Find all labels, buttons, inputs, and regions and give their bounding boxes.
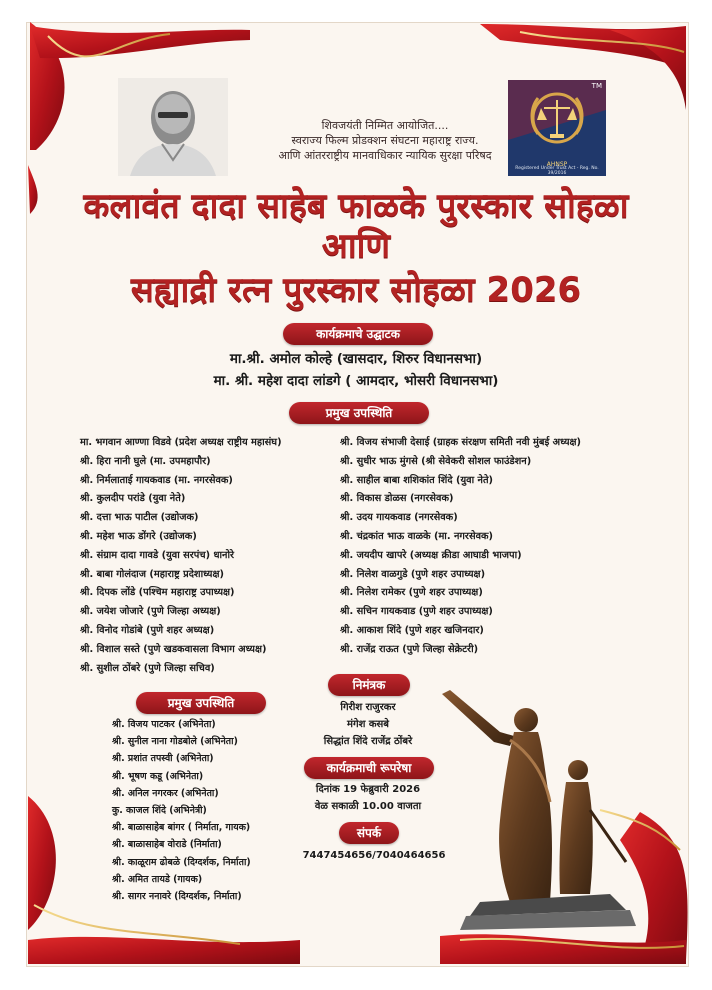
list-item: श्री. अमित तायडे (गायक) [112,873,203,885]
organizer-text [240,118,530,163]
list-item: श्री. बाळासाहेब वोराडे (निर्माता) [112,839,222,851]
event-time: वेळ सकाळी 10.00 वाजता [314,801,422,812]
list-item: श्री. काळूराम ढोबळे (दिग्दर्शक, निर्माता) [112,856,251,868]
list-item: श्री. विजय पाटकर (अभिनेता) [112,719,216,730]
inaugurator-1: मा.श्री. अमोल कोल्हे (खासदार, शिरुर विधानसभा) [229,351,483,367]
logo-registration: Registered Under Trust Act - Reg. No. 39/2016 [515,166,599,176]
main-title-line-3: सह्याद्री रत्न पुरस्कार सोहळा 2026 [130,270,582,310]
list-item: मा. भगवान आण्णा विडवे (प्रदेश अध्यक्ष राष्ट्रीय महासंघ) [80,437,282,448]
list-item: श्री. निर्मलाताई गायकवाड (मा. नगरसेवक) [80,474,233,486]
inviter-2: मंगेश कसबे [346,719,390,730]
inviter-3: सिद्धांत शिंदे राजेंद्र ठोंबरे [323,736,413,747]
chief-presence-heading: प्रमुख उपस्थिति [289,402,429,424]
list-item: श्री. जयदीप खापरे (अध्यक्ष क्रीडा आघाडी भाजपा) [340,549,522,561]
contact-heading: संपर्क [339,822,399,844]
guests-heading: प्रमुख उपस्थिति [136,692,266,714]
logo-text: AHNSP [546,161,568,168]
list-item: श्री. भूषण कडू (अभिनेता) [112,770,204,782]
list-item: श्री. सचिन गायकवाड (पुणे शहर उपाध्यक्ष) [340,606,493,618]
main-title-line-1: कलावंत दादा साहेब फाळके पुरस्कार सोहळा [83,186,629,226]
list-item: श्री. विजय संभाजी देसाई (ग्राहक संरक्षण समिती नवी मुंबई अध्यक्ष) [340,437,582,448]
warrior-statue-image [440,680,640,930]
main-title-line-2: आणि [321,226,391,266]
portrait-image [118,78,228,176]
chief-presence-left-list [80,434,282,678]
list-item: श्री. संग्राम दादा गावडे (युवा सरपंच) धानोरे [80,549,235,561]
list-item: श्री. बाबा गोलंदाज (महाराष्ट्र प्रदेशाध्यक्ष) [80,568,224,580]
list-item: श्री. सुनील नाना गोडबोले (अभिनेता) [112,736,238,748]
list-item: श्री. विनोद गोडांबे (पुणे शहर अध्यक्ष) [80,624,215,636]
list-item: कु. काजल शिंदे (अभिनेत्री) [112,805,207,817]
invitation-heading: निमंत्रक [328,674,410,696]
list-item: श्री. सुधीर भाऊ मुंगसे (श्री सेवेकरी सोशल फाउंडेशन) [340,455,532,467]
organizer-line-1: शिवजयंती निम्मित आयोजित.... [321,119,449,132]
inauguration-heading: कार्यक्रमाचे उद्घाटक [283,323,433,345]
list-item: श्री. उदय गायकवाड (नगरसेवक) [340,512,458,524]
event-date: दिनांक 19 फेब्रुवारी 2026 [315,784,421,795]
organizer-line-2: स्वराज्य फिल्म प्रोडक्शन संघटना महाराष्ट्र राज्य. [291,134,479,147]
organizer-line-3: आणि आंतरराष्ट्रीय मानवाधिकार न्यायिक सुरक्षा परिषद [278,149,492,162]
list-item: श्री. सुशील ठोंबरे (पुणे जिल्हा सचिव) [80,662,215,674]
list-item: श्री. निलेश वाळगुडे (पुणे शहर उपाध्यक्ष) [340,568,486,580]
chief-presence-right-list [340,434,581,660]
list-item: श्री. दत्ता भाऊ पाटील (उद्योजक) [80,512,199,524]
list-item: श्री. कुलदीप परांडे (युवा नेते) [80,493,186,505]
list-item: श्री. सागर ननावरे (दिग्दर्शक, निर्माता) [112,891,242,903]
list-item: श्री. राजेंद्र राऊत (पुणे जिल्हा सेक्रेटरी) [340,643,479,655]
list-item: श्री. हिरा नानी घुले (मा. उपमहापौर) [80,455,211,467]
list-item: श्री. चंद्रकांत भाऊ वाळके (मा. नगरसेवक) [340,530,494,542]
list-item: श्री. अनिल नगरकर (अभिनेता) [112,787,219,799]
list-item: श्री. प्रशांत तपस्वी (अभिनेता) [112,753,214,765]
schedule-heading: कार्यक्रमाची रूपरेषा [304,757,434,779]
list-item: श्री. बाळासाहेब बांगर ( निर्माता, गायक) [112,822,251,834]
list-item: श्री. महेश भाऊ डोंगरे (उद्योजक) [80,530,197,542]
trademark-text: TM [591,82,602,90]
inviter-1: गिरीश राजुरकर [340,702,396,713]
list-item: श्री. निलेश रामेकर (पुणे शहर उपाध्यक्ष) [340,587,483,599]
contact-phones: 7447454656/7040464656 [302,850,446,861]
list-item: श्री. साहील बाबा शशिकांत शिंदे (युवा नेते) [340,474,494,486]
guests-list [112,716,251,905]
list-item: श्री. जयेश जोजारे (पुणे जिल्हा अध्यक्ष) [80,606,221,618]
list-item: श्री. आकाश शिंदे (पुणे शहर खजिनदार) [340,624,484,636]
inaugurator-2: मा. श्री. महेश दादा लांडगे ( आमदार, भोसरी विधानसभा) [213,373,499,389]
list-item: श्री. दिपक लोंडे (पश्चिम महाराष्ट्र उपाध्यक्ष) [80,587,235,599]
organization-logo [508,80,606,176]
list-item: श्री. विकास डोळस (नगरसेवक) [340,493,454,505]
list-item: श्री. विशाल सस्ते (पुणे खडकवासला विभाग अध्यक्ष) [80,643,267,655]
